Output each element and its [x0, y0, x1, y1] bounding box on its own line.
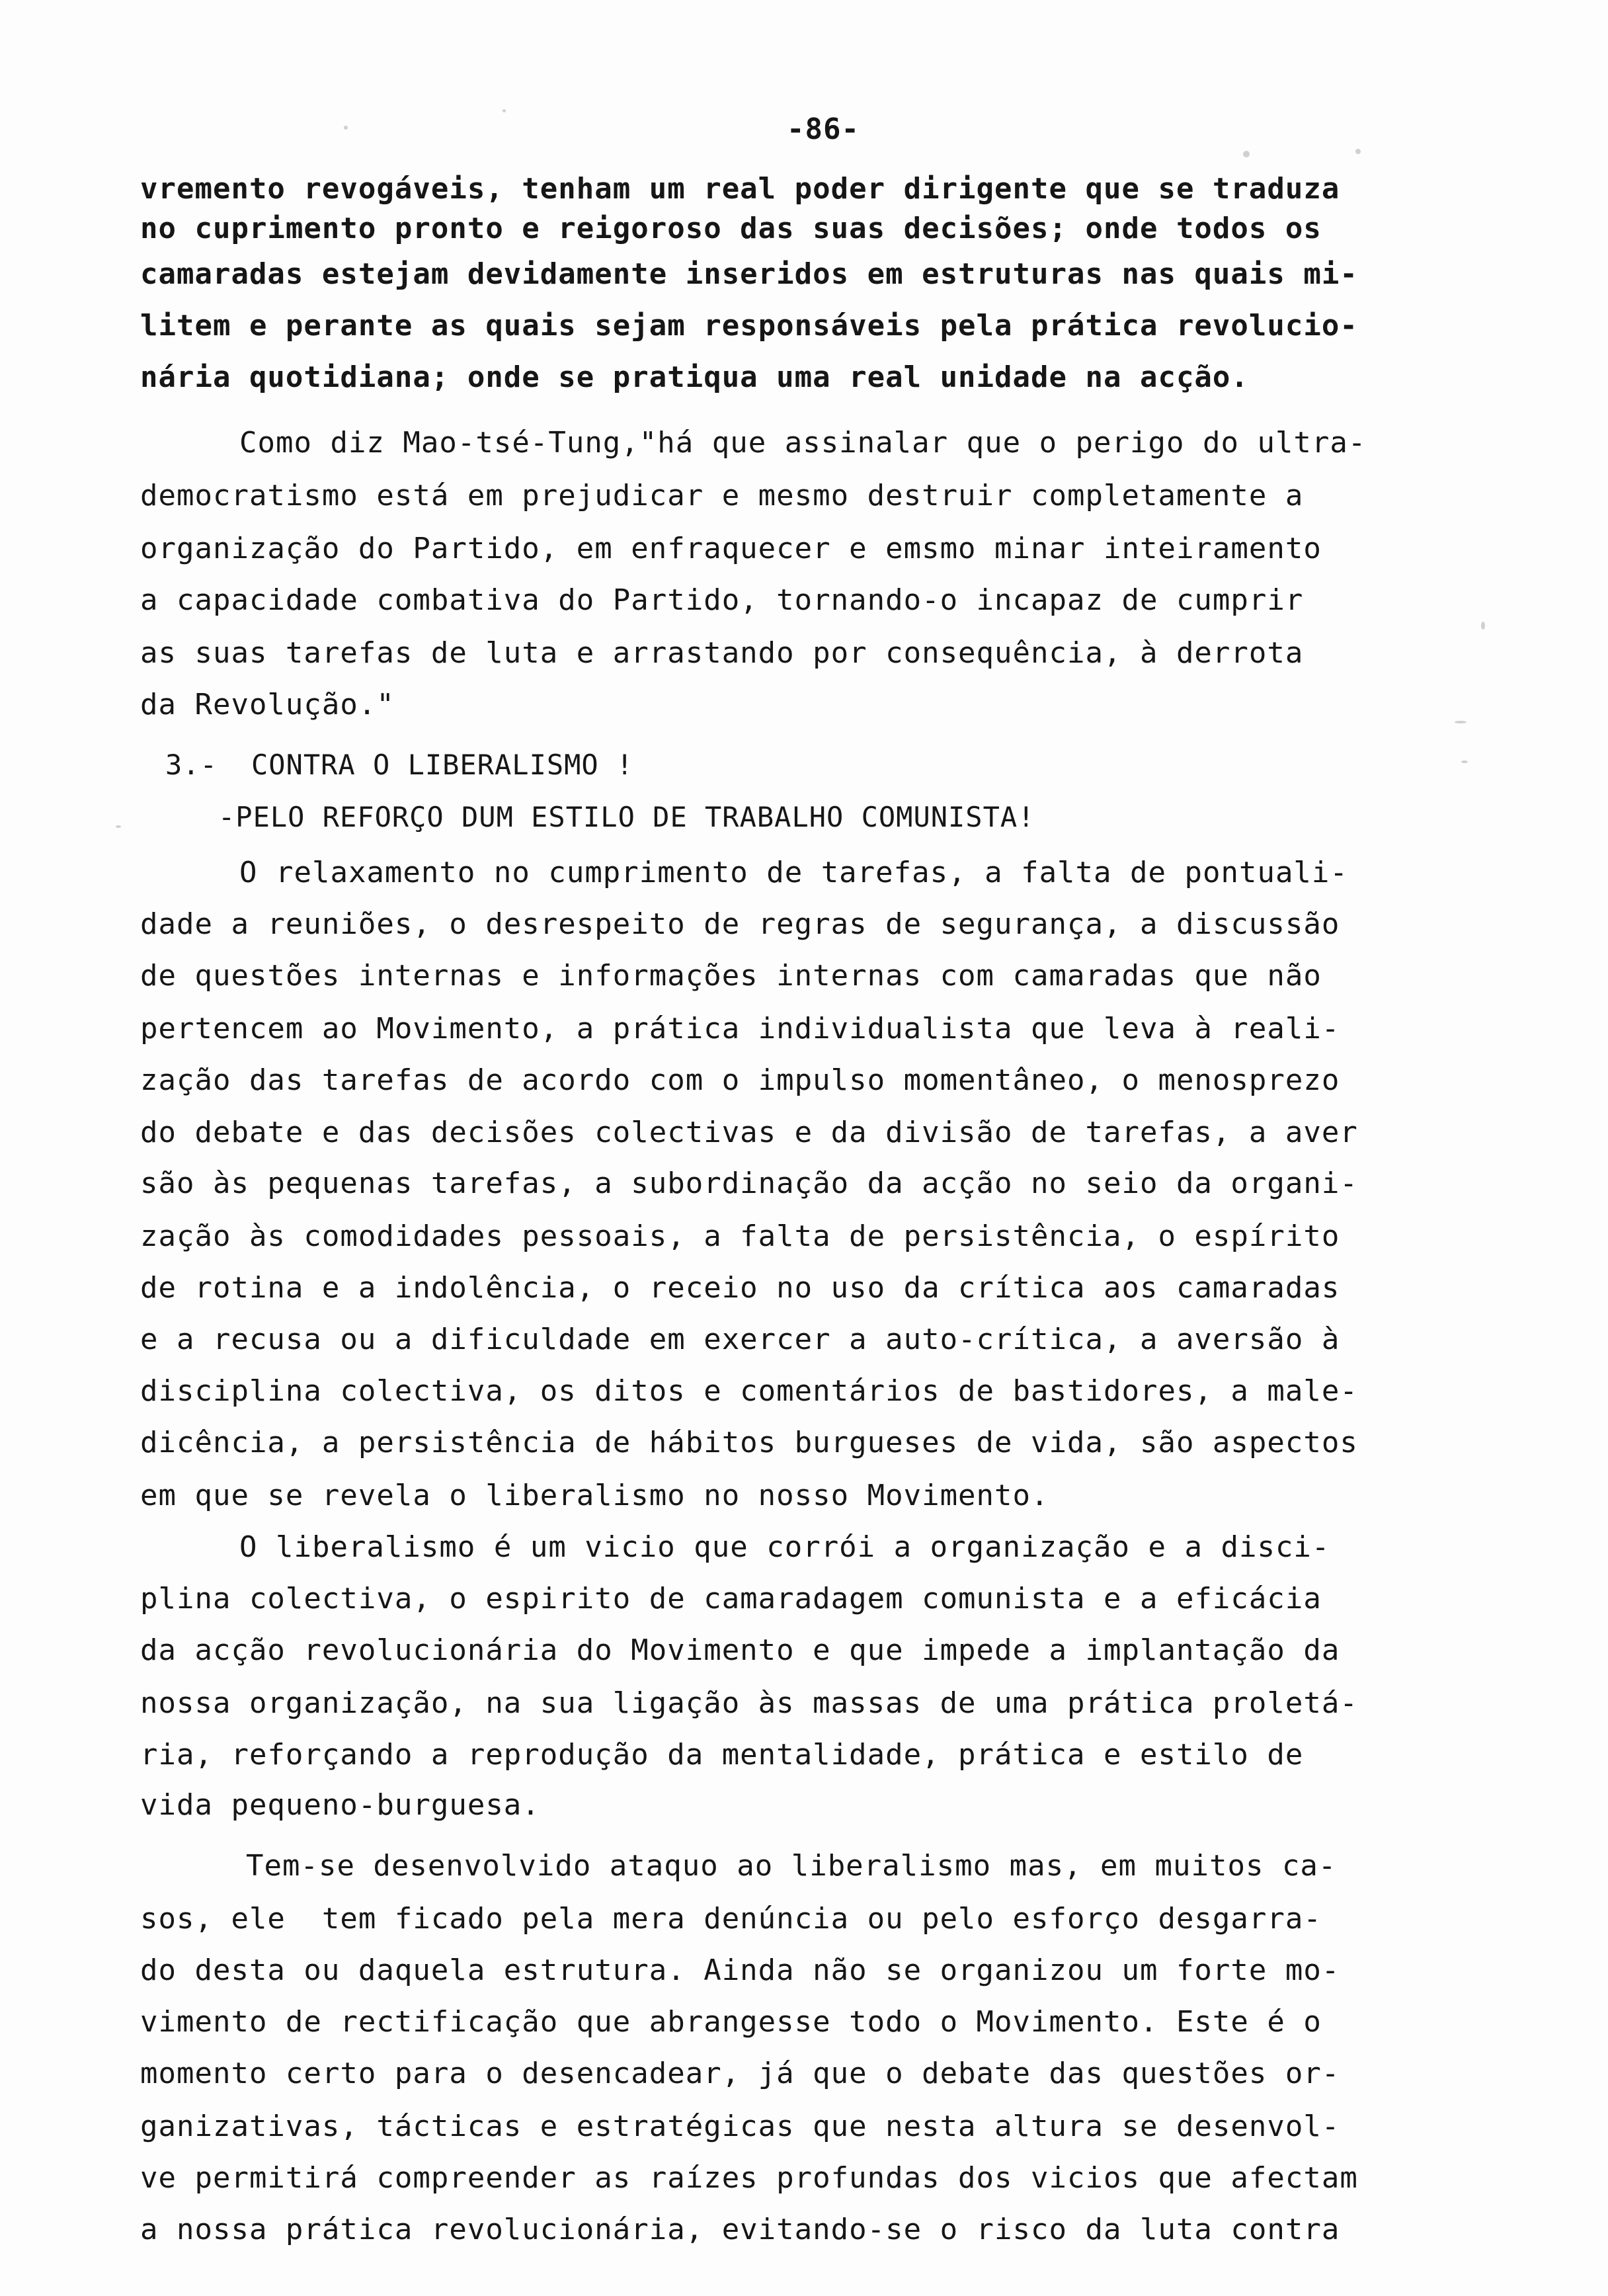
scan-speck — [116, 825, 121, 828]
scan-speck — [344, 126, 348, 130]
paragraph-2-line-1-text: Como diz Mao-tsé-Tung,"há que assinalar que o perigo do ultra- — [239, 426, 1367, 460]
paragraph-4-line-5: ria, reforçando a reprodução da mentalidade, prática e estilo de — [140, 1738, 1304, 1772]
paragraph-4-line-1-text: O liberalismo é um vicio que corrói a organização e a disci- — [239, 1530, 1330, 1564]
paragraph-4-line-2: plina colectiva, o espirito de camaradagem comunista e a eficácia — [140, 1582, 1322, 1616]
paragraph-5-line-6: ganizativas, tácticas e estratégicas que nesta altura se desenvol- — [140, 2110, 1340, 2143]
paragraph-1-line-3: camaradas estejam devidamente inseridos em estruturas nas quais mi- — [140, 257, 1358, 291]
paragraph-2-line-2: democratismo está em prejudicar e mesmo destruir completamente a — [140, 479, 1304, 512]
paragraph-3-line-2: dade a reuniões, o desrespeito de regras de segurança, a discussão — [140, 907, 1340, 941]
paragraph-5-line-3: do desta ou daquela estrutura. Ainda não se organizou um forte mo- — [140, 1953, 1340, 1987]
paragraph-3-line-7: são às pequenas tarefas, a subordinação da acção no seio da organi- — [140, 1167, 1358, 1200]
paragraph-2-line-4: a capacidade combativa do Partido, tornando-o incapaz de cumprir — [140, 583, 1304, 617]
paragraph-1-line-5: nária quotidiana; onde se pratiqua uma real unidade na acção. — [140, 360, 1249, 394]
paragraph-5-line-5: momento certo para o desencadear, já que o debate das questões or- — [140, 2057, 1340, 2090]
scan-speck — [1355, 149, 1361, 154]
paragraph-3-line-1 — [140, 853, 1482, 893]
paragraph-3-line-1-text: O relaxamento no cumprimento de tarefas, a falta de pontuali- — [239, 856, 1348, 889]
scan-speck — [1461, 760, 1468, 763]
paragraph-5-line-1-text: Tem-se desenvolvido ataquo ao liberalismo mas, em muitos ca- — [246, 1849, 1337, 1883]
paragraph-3-line-3: de questões internas e informações internas com camaradas que não — [140, 959, 1322, 993]
paragraph-4-line-1 — [140, 1528, 1482, 1567]
paragraph-5-line-2: sos, ele tem ficado pela mera denúncia ou pelo esforço desgarra- — [140, 1902, 1322, 1936]
paragraph-2-line-3: organização do Partido, em enfraquecer e emsmo minar inteiramento — [140, 532, 1322, 565]
paragraph-2-line-6: da Revolução." — [140, 688, 395, 721]
paragraph-2-line-1 — [140, 423, 1482, 463]
paragraph-2-line-5: as suas tarefas de luta e arrastando por consequência, à derrota — [140, 636, 1304, 670]
section-heading-subtitle: -PELO REFORÇO DUM ESTILO DE TRABALHO COMUNISTA! — [218, 801, 1035, 833]
scan-speck — [1481, 622, 1485, 630]
paragraph-3-line-6: do debate e das decisões colectivas e da divisão de tarefas, a aver — [140, 1116, 1358, 1149]
paragraph-5-line-8: a nossa prática revolucionária, evitando-se o risco da luta contra — [140, 2213, 1340, 2246]
scan-speck — [1243, 151, 1250, 157]
paragraph-3-line-12: dicência, a persistência de hábitos burgueses de vida, são aspectos — [140, 1426, 1358, 1459]
paragraph-3-line-8: zação às comodidades pessoais, a falta de persistência, o espírito — [140, 1219, 1340, 1253]
paragraph-5-line-7: ve permitirá compreender as raízes profundas dos vicios que afectam — [140, 2161, 1358, 2195]
paragraph-1-line-4: litem e perante as quais sejam responsáveis pela prática revolucio- — [140, 309, 1358, 343]
paragraph-3-line-13: em que se revela o liberalismo no nosso Movimento. — [140, 1479, 1049, 1512]
page-number: -86- — [787, 112, 860, 146]
paragraph-1-line-2: no cuprimento pronto e reigoroso das suas decisões; onde todos os — [140, 212, 1322, 245]
section-heading-title: CONTRA O LIBERALISMO ! — [251, 749, 634, 781]
paragraph-3-line-10: e a recusa ou a dificuldade em exercer a auto-crítica, a aversão à — [140, 1323, 1340, 1356]
paragraph-4-line-4: nossa organização, na sua ligação às massas de uma prática proletá- — [140, 1686, 1358, 1720]
paragraph-4-line-6: vida pequeno-burguesa. — [140, 1788, 540, 1822]
scan-speck — [1455, 721, 1467, 723]
paragraph-3-line-9: de rotina e a indolência, o receio no uso da crítica aos camaradas — [140, 1271, 1340, 1305]
paragraph-3-line-4: pertencem ao Movimento, a prática individualista que leva à reali- — [140, 1012, 1340, 1046]
paragraph-3-line-11: disciplina colectiva, os ditos e comentários de bastidores, a male- — [140, 1374, 1358, 1408]
paragraph-4-line-3: da acção revolucionária do Movimento e que impede a implantação da — [140, 1633, 1340, 1667]
scan-speck — [502, 109, 506, 112]
section-heading-number: 3.- — [165, 749, 218, 781]
paragraph-1-line-1: vremento revogáveis, tenham um real poder dirigente que se traduza — [140, 172, 1340, 206]
paragraph-3-line-5: zação das tarefas de acordo com o impulso momentâneo, o menosprezo — [140, 1063, 1340, 1097]
paragraph-5-line-1 — [140, 1846, 1482, 1886]
paragraph-5-line-4: vimento de rectificação que abrangesse todo o Movimento. Este é o — [140, 2005, 1322, 2039]
